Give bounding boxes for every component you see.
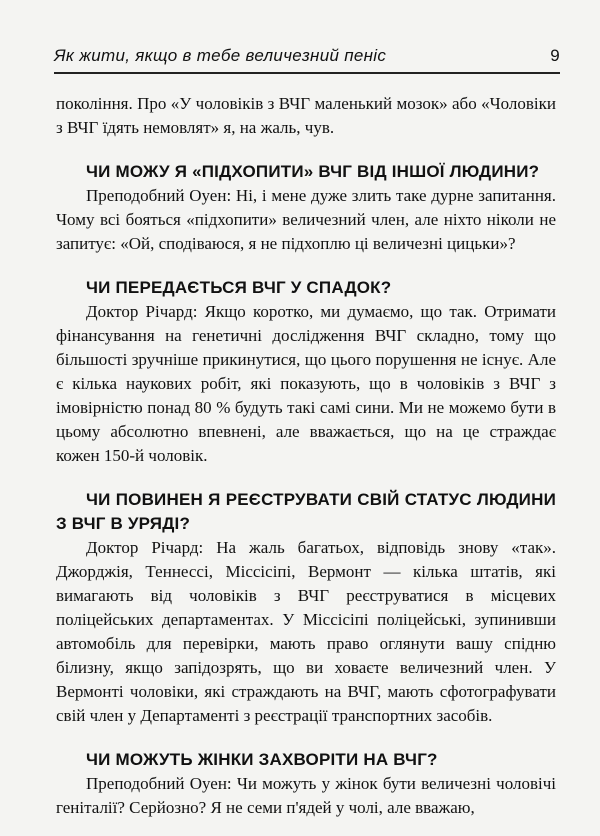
question-heading-3: ЧИ ПОВИНЕН Я РЕЄСТРУВАТИ СВІЙ СТАТУС ЛЮДИНИ З ВЧГ В УРЯДІ? bbox=[56, 490, 556, 533]
header-rule bbox=[54, 72, 560, 74]
answer-paragraph-2: Доктор Річард: Якщо коротко, ми думаємо, що так. Отримати фінансування на генетичні дослідження ВЧГ складно, тому що більшості зручніше прикинутися, що цього порушення не існує. Але є кілька наукових робіт, які показують, що в чоловіків з ВЧГ з імовірністю понад 80 % будуть такі самі сини. Ми не можемо бути в цьому абсолютно впевнені, але вважається, що на це страждає кожен 150-й чоловік. bbox=[56, 302, 556, 465]
answer-paragraph-1: Преподобний Оуен: Ні, і мене дуже злить таке дурне запитання. Чому всі бояться «підхопити» величезний член, але ніхто ніколи не запитує: «Ой, сподіваюся, я не підхоплю ці величезні цицьки»? bbox=[56, 186, 556, 253]
answer-paragraph-4: Преподобний Оуен: Чи можуть у жінок бути величезні чоловічі геніталії? Серйозно? Я не семи п'ядей у чолі, але вважаю, bbox=[56, 774, 556, 817]
question-heading-2: ЧИ ПЕРЕДАЄТЬСЯ ВЧГ У СПАДОК? bbox=[86, 278, 392, 297]
page-body bbox=[56, 92, 556, 820]
page-number: 9 bbox=[550, 46, 560, 65]
question-heading-4: ЧИ МОЖУТЬ ЖІНКИ ЗАХВОРІТИ НА ВЧГ? bbox=[86, 750, 438, 769]
intro-paragraph: покоління. Про «У чоловіків з ВЧГ маленький мозок» або «Чоловіки з ВЧГ їдять немовлят» я, на жаль, чув. bbox=[56, 94, 556, 137]
answer-paragraph-3: Доктор Річард: На жаль багатьох, відповідь знову «так». Джорджія, Теннессі, Міссісіпі, Вермонт — кілька штатів, які вимагають від чоловіків з ВЧГ реєструватися в місцевих поліцейських департаментах. У Міссісіпі поліцейські, зупинивши автомобіль для перевірки, мають право оглянути вашу спідню білизну, якщо запідозрять, що ви ховаєте величезний член. У Вермонті чоловіки, які страждають на ВЧГ, мають сфотографувати свій член у Департаменті з реєстрації транспортних засобів. bbox=[56, 538, 556, 725]
question-heading-1: ЧИ МОЖУ Я «ПІДХОПИТИ» ВЧГ ВІД ІНШОЇ ЛЮДИНИ? bbox=[86, 162, 540, 181]
running-header bbox=[54, 46, 560, 66]
header-title: Як жити, якщо в тебе величезний пеніс bbox=[54, 46, 387, 65]
